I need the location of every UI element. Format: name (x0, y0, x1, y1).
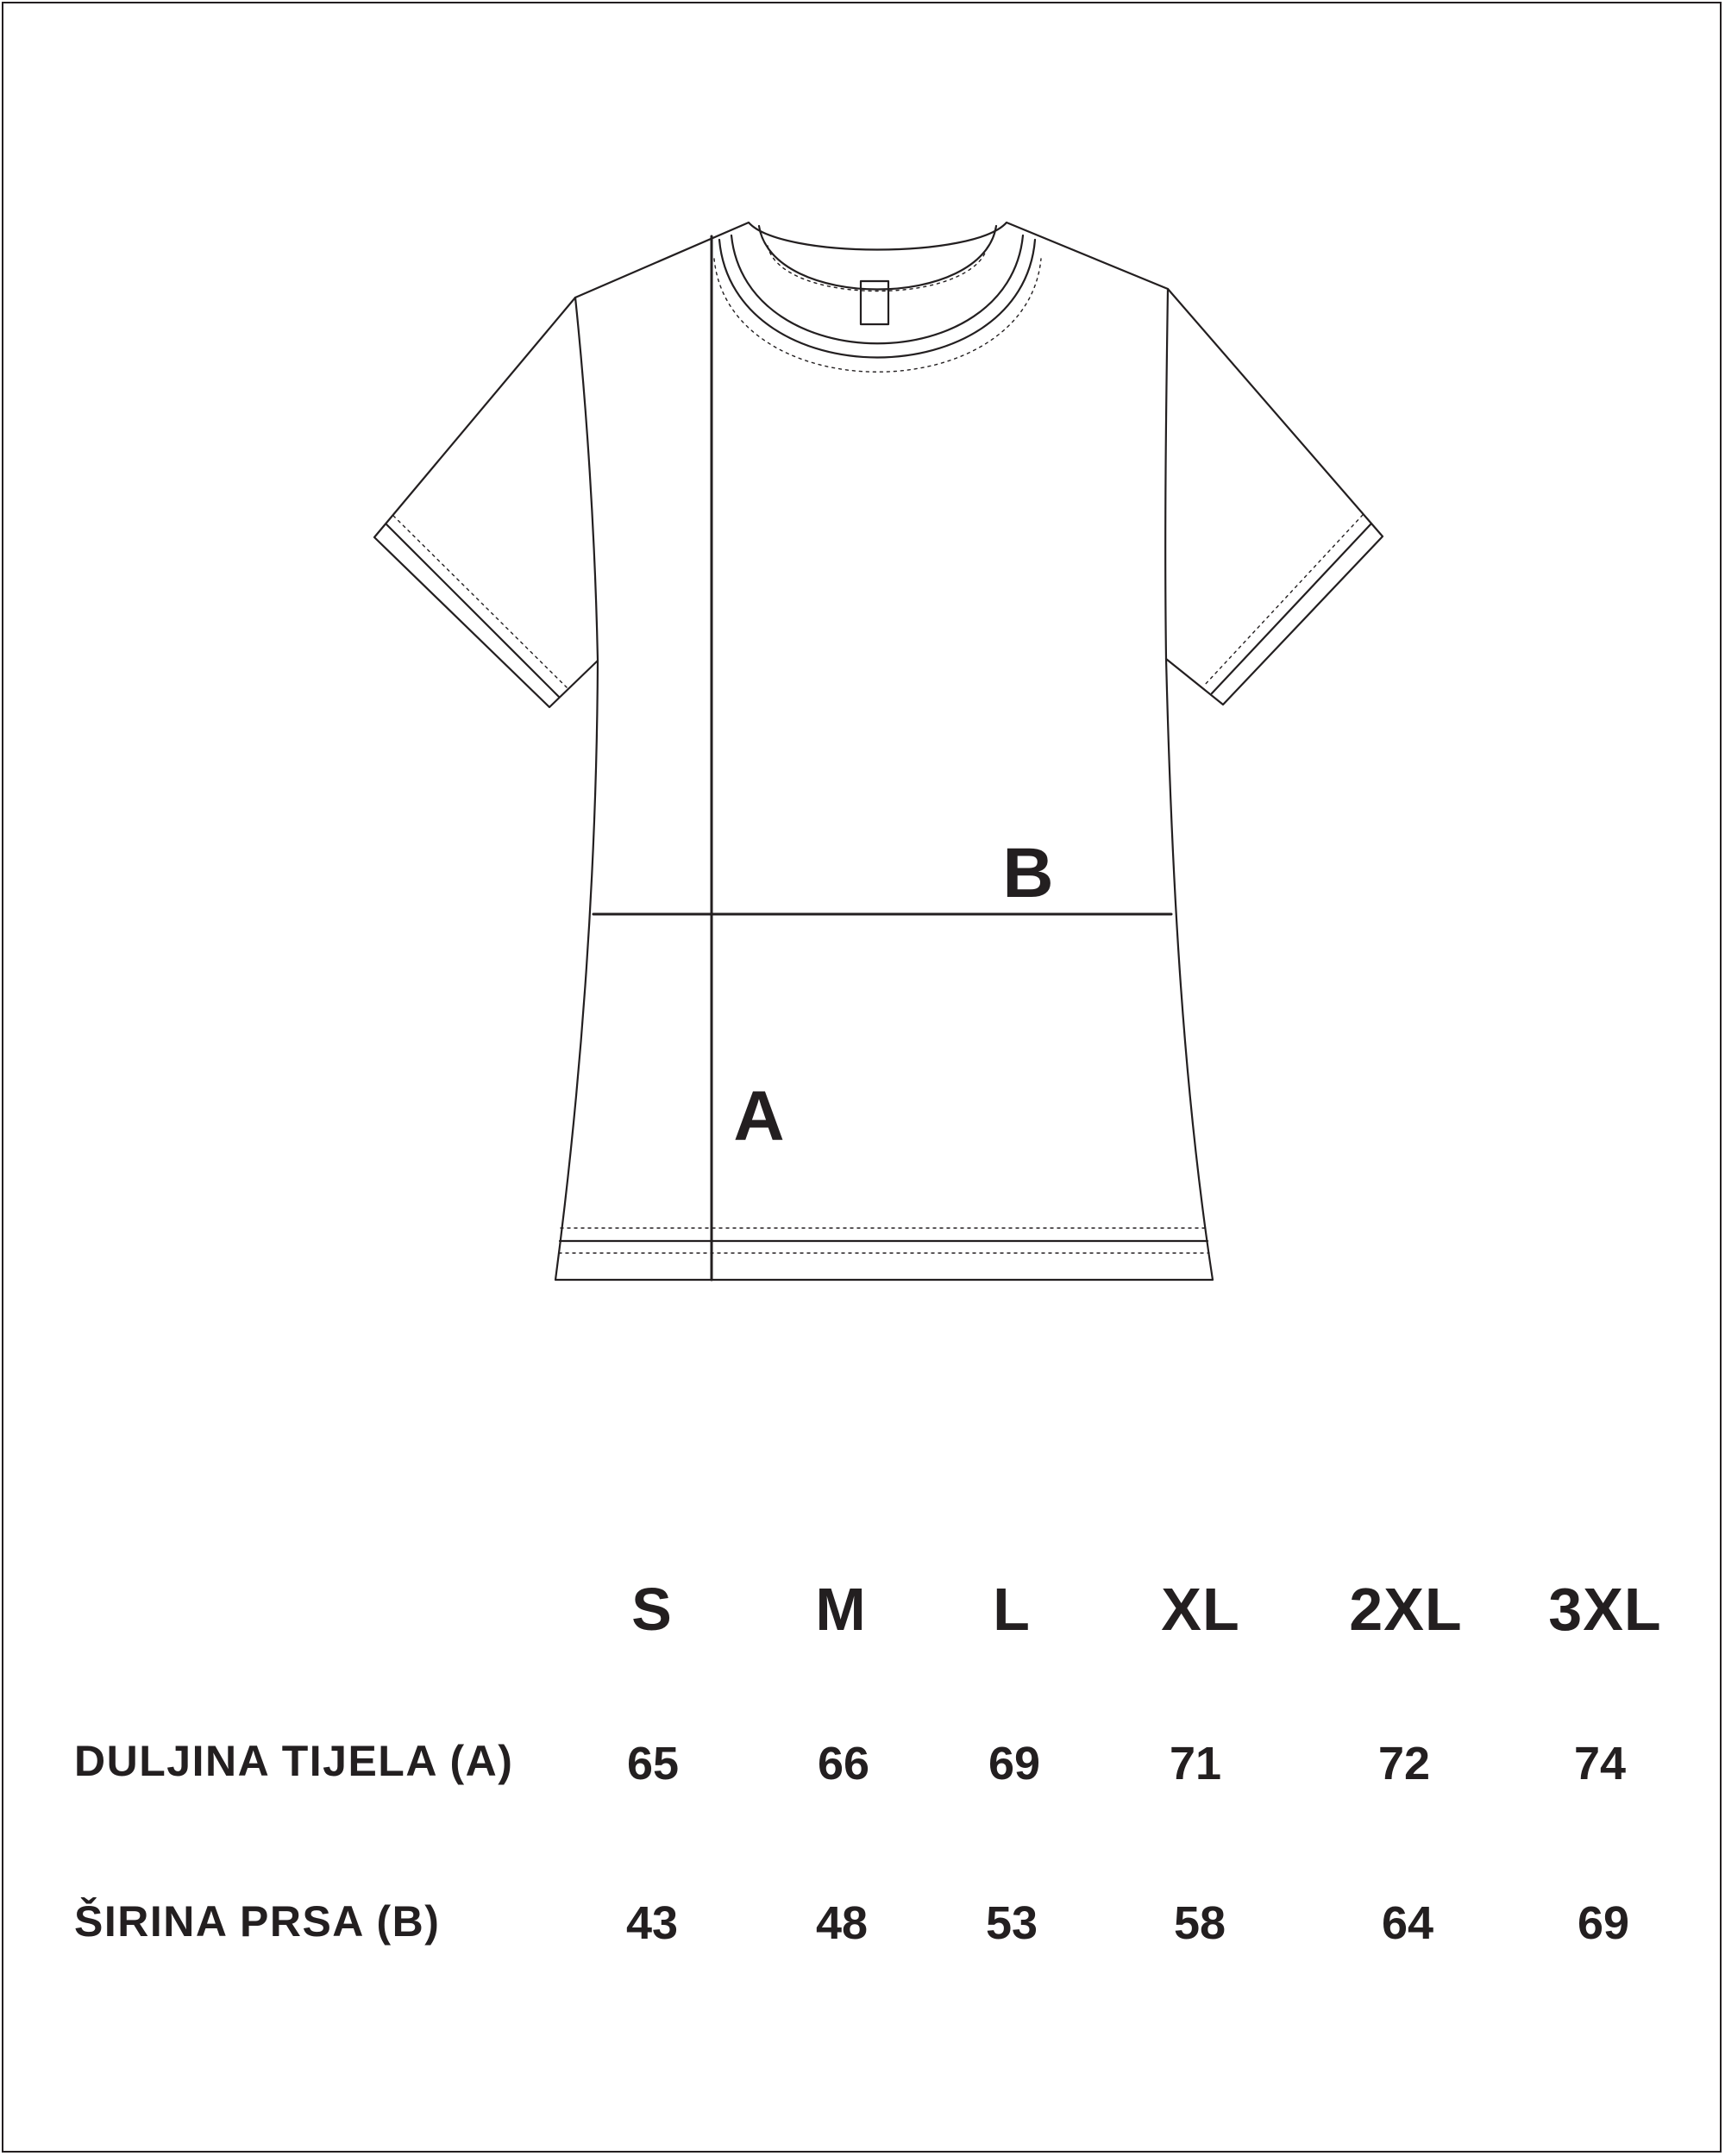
measure-label-a: A (733, 1077, 785, 1156)
chest-width-3xl: 69 (1577, 1897, 1630, 1949)
size-header-m: M (815, 1576, 867, 1643)
measure-label-b: B (1002, 834, 1054, 912)
body-length-xl: 71 (1169, 1738, 1222, 1789)
size-header-l: L (993, 1576, 1031, 1643)
size-header-xl: XL (1161, 1576, 1240, 1643)
chest-width-s: 43 (625, 1897, 679, 1949)
body-length-s: 65 (626, 1738, 680, 1789)
row-label-body-length: DULJINA TIJELA (A) (74, 1737, 514, 1785)
row-label-chest-width: ŠIRINA PRSA (B) (74, 1897, 441, 1946)
chest-width-xl: 58 (1173, 1897, 1226, 1949)
size-header-s: S (631, 1576, 673, 1643)
size-header-3xl: 3XL (1548, 1576, 1662, 1643)
body-length-l: 69 (988, 1738, 1041, 1789)
size-header-2xl: 2XL (1349, 1576, 1463, 1643)
chest-width-m: 48 (815, 1897, 869, 1949)
chest-width-l: 53 (985, 1897, 1038, 1949)
chest-width-2xl: 64 (1381, 1897, 1434, 1949)
body-length-2xl: 72 (1377, 1738, 1431, 1789)
body-length-m: 66 (817, 1738, 870, 1789)
body-length-3xl: 74 (1573, 1738, 1627, 1789)
